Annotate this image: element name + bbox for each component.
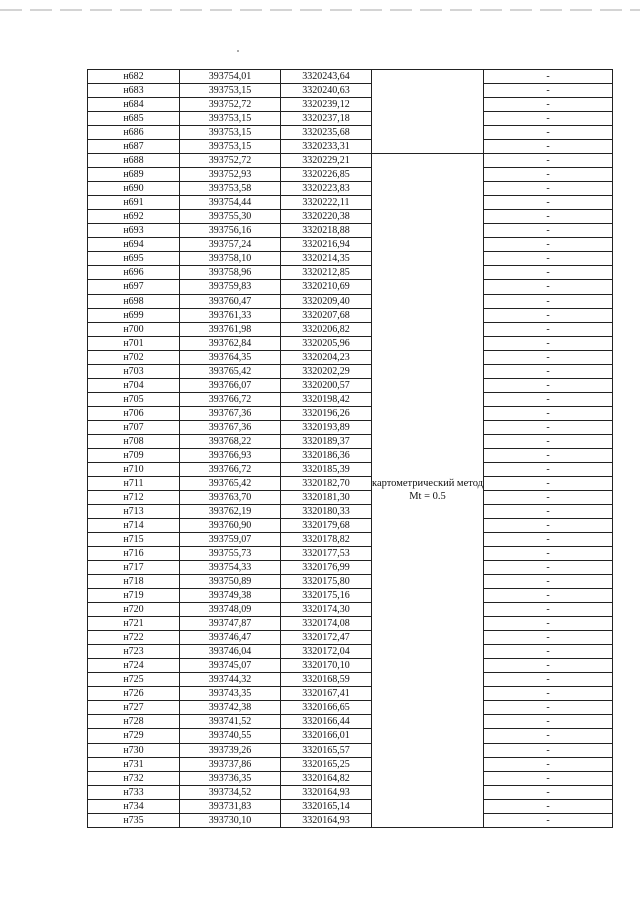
dash-cell: -	[484, 350, 613, 364]
y-coordinate-cell: 3320176,99	[281, 561, 372, 575]
point-name-cell: н733	[88, 785, 180, 799]
x-coordinate-cell: 393753,15	[180, 84, 281, 98]
dash-cell: -	[484, 154, 613, 168]
table-row	[88, 476, 613, 490]
y-coordinate-cell: 3320175,80	[281, 575, 372, 589]
coordinates-table-body	[88, 70, 613, 828]
table-row	[88, 757, 613, 771]
table-row	[88, 420, 613, 434]
table-row	[88, 448, 613, 462]
point-name-cell: н725	[88, 673, 180, 687]
table-row	[88, 98, 613, 112]
point-name-cell: н693	[88, 224, 180, 238]
dash-cell: -	[484, 771, 613, 785]
x-coordinate-cell: 393754,44	[180, 196, 281, 210]
x-coordinate-cell: 393747,87	[180, 617, 281, 631]
dash-cell: -	[484, 617, 613, 631]
y-coordinate-cell: 3320235,68	[281, 126, 372, 140]
x-coordinate-cell: 393745,07	[180, 659, 281, 673]
y-coordinate-cell: 3320237,18	[281, 112, 372, 126]
x-coordinate-cell: 393743,35	[180, 687, 281, 701]
table-row	[88, 673, 613, 687]
dash-cell: -	[484, 224, 613, 238]
point-name-cell: н694	[88, 238, 180, 252]
dash-cell: -	[484, 575, 613, 589]
scan-header-artifact	[0, 9, 640, 11]
point-name-cell: н705	[88, 392, 180, 406]
y-coordinate-cell: 3320189,37	[281, 434, 372, 448]
x-coordinate-cell: 393760,90	[180, 519, 281, 533]
point-name-cell: н686	[88, 126, 180, 140]
x-coordinate-cell: 393759,07	[180, 533, 281, 547]
point-name-cell: н695	[88, 252, 180, 266]
table-row	[88, 743, 613, 757]
table-row	[88, 547, 613, 561]
y-coordinate-cell: 3320178,82	[281, 533, 372, 547]
point-name-cell: н685	[88, 112, 180, 126]
table-row	[88, 182, 613, 196]
point-name-cell: н710	[88, 462, 180, 476]
dash-cell: -	[484, 589, 613, 603]
table-row	[88, 266, 613, 280]
point-name-cell: н722	[88, 631, 180, 645]
point-name-cell: н698	[88, 294, 180, 308]
x-coordinate-cell: 393760,47	[180, 294, 281, 308]
point-name-cell: н699	[88, 308, 180, 322]
y-coordinate-cell: 3320202,29	[281, 364, 372, 378]
x-coordinate-cell: 393752,93	[180, 168, 281, 182]
table-row	[88, 154, 613, 168]
y-coordinate-cell: 3320204,23	[281, 350, 372, 364]
y-coordinate-cell: 3320164,82	[281, 771, 372, 785]
table-row	[88, 631, 613, 645]
x-coordinate-cell: 393736,35	[180, 771, 281, 785]
dash-cell: -	[484, 448, 613, 462]
y-coordinate-cell: 3320165,14	[281, 799, 372, 813]
dash-cell: -	[484, 168, 613, 182]
x-coordinate-cell: 393753,58	[180, 182, 281, 196]
point-name-cell: н728	[88, 715, 180, 729]
y-coordinate-cell: 3320205,96	[281, 336, 372, 350]
x-coordinate-cell: 393731,83	[180, 799, 281, 813]
point-name-cell: н696	[88, 266, 180, 280]
table-row	[88, 238, 613, 252]
point-name-cell: н721	[88, 617, 180, 631]
dash-cell: -	[484, 673, 613, 687]
dash-cell: -	[484, 196, 613, 210]
y-coordinate-cell: 3320165,57	[281, 743, 372, 757]
x-coordinate-cell: 393766,07	[180, 378, 281, 392]
y-coordinate-cell: 3320180,33	[281, 504, 372, 518]
y-coordinate-cell: 3320181,30	[281, 490, 372, 504]
x-coordinate-cell: 393744,32	[180, 673, 281, 687]
dash-cell: -	[484, 308, 613, 322]
table-row	[88, 771, 613, 785]
x-coordinate-cell: 393765,42	[180, 476, 281, 490]
y-coordinate-cell: 3320223,83	[281, 182, 372, 196]
dash-cell: -	[484, 322, 613, 336]
table-row	[88, 84, 613, 98]
dash-cell: -	[484, 434, 613, 448]
dash-cell: -	[484, 336, 613, 350]
y-coordinate-cell: 3320174,30	[281, 603, 372, 617]
table-row	[88, 589, 613, 603]
y-coordinate-cell: 3320166,65	[281, 701, 372, 715]
x-coordinate-cell: 393754,01	[180, 70, 281, 84]
point-name-cell: н726	[88, 687, 180, 701]
table-row	[88, 70, 613, 84]
table-row	[88, 336, 613, 350]
x-coordinate-cell: 393753,15	[180, 126, 281, 140]
point-name-cell: н690	[88, 182, 180, 196]
point-name-cell: н682	[88, 70, 180, 84]
y-coordinate-cell: 3320177,53	[281, 547, 372, 561]
x-coordinate-cell: 393753,15	[180, 112, 281, 126]
y-coordinate-cell: 3320170,10	[281, 659, 372, 673]
point-name-cell: н683	[88, 84, 180, 98]
y-coordinate-cell: 3320172,47	[281, 631, 372, 645]
y-coordinate-cell: 3320182,70	[281, 476, 372, 490]
table-row	[88, 196, 613, 210]
dash-cell: -	[484, 126, 613, 140]
dash-cell: -	[484, 490, 613, 504]
table-row	[88, 364, 613, 378]
x-coordinate-cell: 393752,72	[180, 98, 281, 112]
point-name-cell: н729	[88, 729, 180, 743]
y-coordinate-cell: 3320233,31	[281, 140, 372, 154]
x-coordinate-cell: 393766,72	[180, 392, 281, 406]
x-coordinate-cell: 393748,09	[180, 603, 281, 617]
table-row	[88, 645, 613, 659]
y-coordinate-cell: 3320166,44	[281, 715, 372, 729]
point-name-cell: н707	[88, 420, 180, 434]
table-row	[88, 561, 613, 575]
x-coordinate-cell: 393746,47	[180, 631, 281, 645]
dash-cell: -	[484, 378, 613, 392]
table-row	[88, 280, 613, 294]
x-coordinate-cell: 393730,10	[180, 813, 281, 827]
dash-cell: -	[484, 799, 613, 813]
table-row	[88, 434, 613, 448]
y-coordinate-cell: 3320210,69	[281, 280, 372, 294]
table-row	[88, 224, 613, 238]
table-row	[88, 294, 613, 308]
dash-cell: -	[484, 238, 613, 252]
table-row	[88, 659, 613, 673]
table-row	[88, 617, 613, 631]
x-coordinate-cell: 393762,19	[180, 504, 281, 518]
dash-cell: -	[484, 813, 613, 827]
x-coordinate-cell: 393749,38	[180, 589, 281, 603]
y-coordinate-cell: 3320166,01	[281, 729, 372, 743]
point-name-cell: н723	[88, 645, 180, 659]
x-coordinate-cell: 393752,72	[180, 154, 281, 168]
dash-cell: -	[484, 266, 613, 280]
dash-cell: -	[484, 140, 613, 154]
dash-cell: -	[484, 715, 613, 729]
y-coordinate-cell: 3320164,93	[281, 813, 372, 827]
x-coordinate-cell: 393758,10	[180, 252, 281, 266]
table-row	[88, 603, 613, 617]
dash-cell: -	[484, 406, 613, 420]
point-name-cell: н720	[88, 603, 180, 617]
table-row	[88, 533, 613, 547]
point-name-cell: н701	[88, 336, 180, 350]
point-name-cell: н732	[88, 771, 180, 785]
y-coordinate-cell: 3320185,39	[281, 462, 372, 476]
x-coordinate-cell: 393739,26	[180, 743, 281, 757]
table-row	[88, 140, 613, 154]
y-coordinate-cell: 3320186,36	[281, 448, 372, 462]
point-name-cell: н719	[88, 589, 180, 603]
dash-cell: -	[484, 476, 613, 490]
dash-cell: -	[484, 603, 613, 617]
table-row	[88, 490, 613, 504]
table-row	[88, 112, 613, 126]
table-row	[88, 252, 613, 266]
point-name-cell: н735	[88, 813, 180, 827]
dash-cell: -	[484, 182, 613, 196]
x-coordinate-cell: 393734,52	[180, 785, 281, 799]
table-row	[88, 308, 613, 322]
dash-cell: -	[484, 645, 613, 659]
point-name-cell: н689	[88, 168, 180, 182]
dash-cell: -	[484, 392, 613, 406]
dash-cell: -	[484, 547, 613, 561]
x-coordinate-cell: 393762,84	[180, 336, 281, 350]
y-coordinate-cell: 3320164,93	[281, 785, 372, 799]
y-coordinate-cell: 3320172,04	[281, 645, 372, 659]
point-name-cell: н700	[88, 322, 180, 336]
x-coordinate-cell: 393768,22	[180, 434, 281, 448]
table-row	[88, 799, 613, 813]
dash-cell: -	[484, 70, 613, 84]
x-coordinate-cell: 393753,15	[180, 140, 281, 154]
table-row	[88, 378, 613, 392]
dash-cell: -	[484, 420, 613, 434]
x-coordinate-cell: 393754,33	[180, 561, 281, 575]
y-coordinate-cell: 3320175,16	[281, 589, 372, 603]
y-coordinate-cell: 3320168,59	[281, 673, 372, 687]
x-coordinate-cell: 393755,73	[180, 547, 281, 561]
table-row	[88, 715, 613, 729]
dash-cell: -	[484, 112, 613, 126]
x-coordinate-cell: 393746,04	[180, 645, 281, 659]
table-row	[88, 729, 613, 743]
dash-cell: -	[484, 210, 613, 224]
y-coordinate-cell: 3320212,85	[281, 266, 372, 280]
coordinates-table	[87, 69, 613, 828]
y-coordinate-cell: 3320240,63	[281, 84, 372, 98]
y-coordinate-cell: 3320200,57	[281, 378, 372, 392]
dash-cell: -	[484, 462, 613, 476]
point-name-cell: н712	[88, 490, 180, 504]
point-name-cell: н706	[88, 406, 180, 420]
x-coordinate-cell: 393737,86	[180, 757, 281, 771]
x-coordinate-cell: 393759,83	[180, 280, 281, 294]
y-coordinate-cell: 3320174,08	[281, 617, 372, 631]
x-coordinate-cell: 393742,38	[180, 701, 281, 715]
y-coordinate-cell: 3320216,94	[281, 238, 372, 252]
y-coordinate-cell: 3320226,85	[281, 168, 372, 182]
table-row	[88, 350, 613, 364]
y-coordinate-cell: 3320239,12	[281, 98, 372, 112]
point-name-cell: н715	[88, 533, 180, 547]
dash-cell: -	[484, 701, 613, 715]
table-row	[88, 504, 613, 518]
x-coordinate-cell: 393740,55	[180, 729, 281, 743]
y-coordinate-cell: 3320207,68	[281, 308, 372, 322]
scan-speck	[237, 50, 239, 52]
y-coordinate-cell: 3320165,25	[281, 757, 372, 771]
x-coordinate-cell: 393766,93	[180, 448, 281, 462]
dash-cell: -	[484, 743, 613, 757]
y-coordinate-cell: 3320229,21	[281, 154, 372, 168]
point-name-cell: н713	[88, 504, 180, 518]
dash-cell: -	[484, 785, 613, 799]
dash-cell: -	[484, 364, 613, 378]
y-coordinate-cell: 3320222,11	[281, 196, 372, 210]
dash-cell: -	[484, 533, 613, 547]
point-name-cell: н704	[88, 378, 180, 392]
dash-cell: -	[484, 659, 613, 673]
x-coordinate-cell: 393767,36	[180, 406, 281, 420]
point-name-cell: н697	[88, 280, 180, 294]
table-row	[88, 701, 613, 715]
point-name-cell: н716	[88, 547, 180, 561]
table-row	[88, 519, 613, 533]
dash-cell: -	[484, 519, 613, 533]
point-name-cell: н730	[88, 743, 180, 757]
dash-cell: -	[484, 98, 613, 112]
point-name-cell: н724	[88, 659, 180, 673]
y-coordinate-cell: 3320206,82	[281, 322, 372, 336]
table-row	[88, 575, 613, 589]
table-row	[88, 126, 613, 140]
x-coordinate-cell: 393766,72	[180, 462, 281, 476]
x-coordinate-cell: 393750,89	[180, 575, 281, 589]
x-coordinate-cell: 393765,42	[180, 364, 281, 378]
y-coordinate-cell: 3320218,88	[281, 224, 372, 238]
y-coordinate-cell: 3320214,35	[281, 252, 372, 266]
point-name-cell: н692	[88, 210, 180, 224]
point-name-cell: н717	[88, 561, 180, 575]
table-row	[88, 462, 613, 476]
point-name-cell: н711	[88, 476, 180, 490]
point-name-cell: н734	[88, 799, 180, 813]
y-coordinate-cell: 3320243,64	[281, 70, 372, 84]
dash-cell: -	[484, 280, 613, 294]
table-row	[88, 406, 613, 420]
dash-cell: -	[484, 757, 613, 771]
y-coordinate-cell: 3320198,42	[281, 392, 372, 406]
dash-cell: -	[484, 631, 613, 645]
table-row	[88, 813, 613, 827]
point-name-cell: н727	[88, 701, 180, 715]
x-coordinate-cell: 393756,16	[180, 224, 281, 238]
y-coordinate-cell: 3320193,89	[281, 420, 372, 434]
x-coordinate-cell: 393741,52	[180, 715, 281, 729]
x-coordinate-cell: 393761,33	[180, 308, 281, 322]
x-coordinate-cell: 393758,96	[180, 266, 281, 280]
table-row	[88, 392, 613, 406]
dash-cell: -	[484, 561, 613, 575]
y-coordinate-cell: 3320179,68	[281, 519, 372, 533]
dash-cell: -	[484, 294, 613, 308]
point-name-cell: н702	[88, 350, 180, 364]
table-row	[88, 210, 613, 224]
point-name-cell: н687	[88, 140, 180, 154]
dash-cell: -	[484, 84, 613, 98]
dash-cell: -	[484, 504, 613, 518]
y-coordinate-cell: 3320196,26	[281, 406, 372, 420]
x-coordinate-cell: 393767,36	[180, 420, 281, 434]
x-coordinate-cell: 393763,70	[180, 490, 281, 504]
table-row	[88, 687, 613, 701]
point-name-cell: н718	[88, 575, 180, 589]
point-name-cell: н708	[88, 434, 180, 448]
point-name-cell: н714	[88, 519, 180, 533]
point-name-cell: н709	[88, 448, 180, 462]
x-coordinate-cell: 393761,98	[180, 322, 281, 336]
table-row	[88, 322, 613, 336]
dash-cell: -	[484, 729, 613, 743]
method-cell-empty	[372, 70, 484, 154]
point-name-cell: н684	[88, 98, 180, 112]
y-coordinate-cell: 3320209,40	[281, 294, 372, 308]
x-coordinate-cell: 393764,35	[180, 350, 281, 364]
y-coordinate-cell: 3320167,41	[281, 687, 372, 701]
method-cell: картометрический метод Mt = 0.5	[372, 154, 484, 828]
y-coordinate-cell: 3320220,38	[281, 210, 372, 224]
table-row	[88, 785, 613, 799]
point-name-cell: н731	[88, 757, 180, 771]
x-coordinate-cell: 393757,24	[180, 238, 281, 252]
dash-cell: -	[484, 687, 613, 701]
point-name-cell: н703	[88, 364, 180, 378]
point-name-cell: н691	[88, 196, 180, 210]
dash-cell: -	[484, 252, 613, 266]
table-row	[88, 168, 613, 182]
x-coordinate-cell: 393755,30	[180, 210, 281, 224]
point-name-cell: н688	[88, 154, 180, 168]
